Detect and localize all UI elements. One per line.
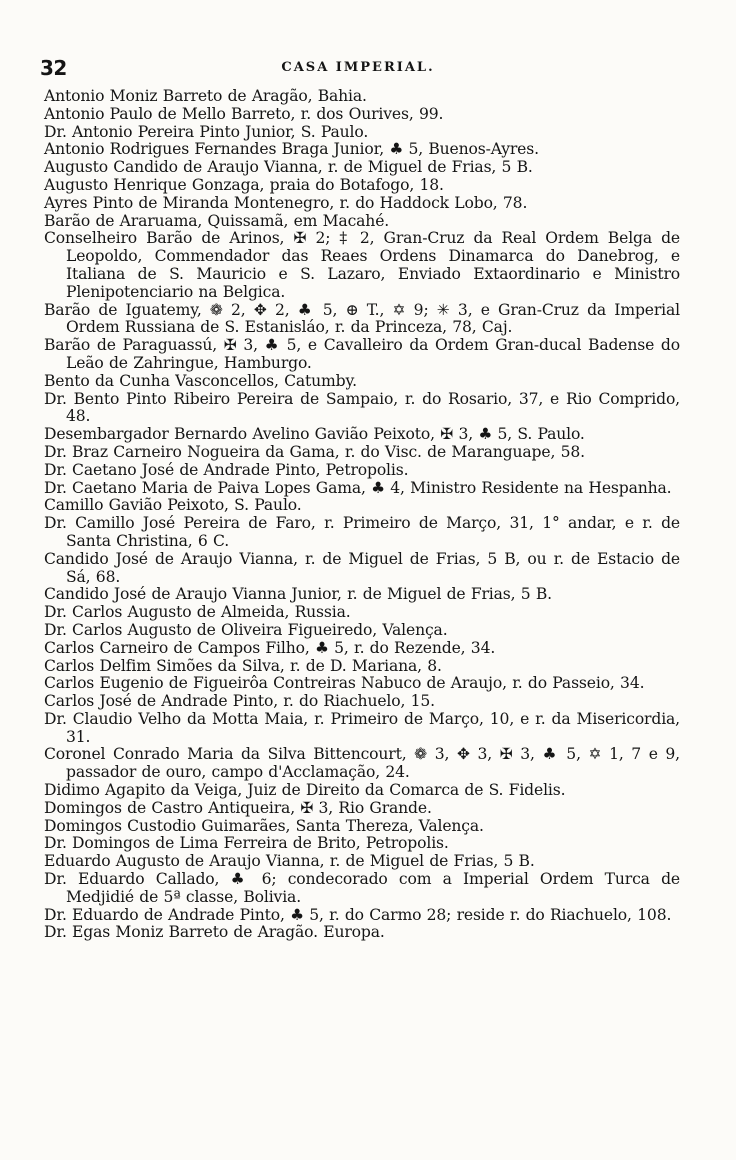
directory-entries bbox=[44, 88, 680, 942]
entry: Didimo Agapito da Veiga, Juiz de Direito da Comarca de S. Fidelis. bbox=[44, 781, 566, 800]
entry: Antonio Rodrigues Fernandes Braga Junior, ♣ 5, Buenos-Ayres. bbox=[44, 140, 539, 159]
page-number: 32 bbox=[40, 56, 67, 80]
entry: Dr. Caetano José de Andrade Pinto, Petropolis. bbox=[44, 460, 409, 479]
entry: Coronel Conrado Maria da Silva Bittencourt, ❁ 3, ✥ 3, ✠ 3, ♣ 5, ✡ 1, 7 e 9, passador de ouro, campo d'Acclamação, 24. bbox=[44, 745, 680, 782]
entry: Dr. Claudio Velho da Motta Maia, r. Primeiro de Março, 10, e r. da Misericordia, 31. bbox=[44, 709, 680, 746]
entry: Carlos José de Andrade Pinto, r. do Riachuelo, 15. bbox=[44, 692, 435, 711]
entry: Ayres Pinto de Miranda Montenegro, r. do Haddock Lobo, 78. bbox=[44, 193, 528, 212]
entry: Antonio Moniz Barreto de Aragão, Bahia. bbox=[44, 87, 367, 105]
entry: Carlos Carneiro de Campos Filho, ♣ 5, r. do Rezende, 34. bbox=[44, 638, 496, 657]
entry: Dr. Carlos Augusto de Oliveira Figueiredo, Valença. bbox=[44, 620, 448, 639]
entry: Barão de Paraguassú, ✠ 3, ♣ 5, e Cavalleiro da Ordem Gran-ducal Badense do Leão de Zahringue, Hamburgo. bbox=[44, 336, 680, 372]
entry: Dr. Eduardo de Andrade Pinto, ♣ 5, r. do Carmo 28; reside r. do Riachuelo, 108. bbox=[44, 905, 672, 924]
entry: Candido José de Araujo Vianna, r. de Miguel de Frias, 5 B, ou r. de Estacio de Sá, 68. bbox=[44, 549, 680, 586]
entry: Barão de Araruama, Quissamã, em Macahé. bbox=[44, 211, 390, 230]
entry: Augusto Candido de Araujo Vianna, r. de Miguel de Frias, 5 B. bbox=[44, 158, 533, 177]
entry: Camillo Gavião Peixoto, S. Paulo. bbox=[44, 496, 302, 515]
entry: Domingos Custodio Guimarães, Santa Thereza, Valença. bbox=[44, 816, 484, 835]
entry: Dr. Bento Pinto Ribeiro Pereira de Sampaio, r. do Rosario, 37, e Rio Comprido, 48. bbox=[44, 389, 680, 426]
entry: Dr. Egas Moniz Barreto de Aragão. Europa. bbox=[44, 923, 385, 942]
entry: Dr. Carlos Augusto de Almeida, Russia. bbox=[44, 603, 351, 622]
entry: Dr. Eduardo Callado, ♣ 6; condecorado com a Imperial Ordem Turca de Medjidié de 5ª classe, Bolivia. bbox=[44, 870, 680, 906]
entry: Barão de Iguatemy, ❁ 2, ✥ 2, ♣ 5, ⊕ T., ✡ 9; ✳ 3, e Gran-Cruz da Imperial Ordem Russiana de S. Estanisláo, r. da Princeza, 78, Caj. bbox=[44, 300, 680, 337]
entry: Dr. Braz Carneiro Nogueira da Gama, r. do Visc. de Maranguape, 58. bbox=[44, 442, 585, 461]
page-header bbox=[40, 56, 676, 82]
entry: Antonio Paulo de Mello Barreto, r. dos Ourives, 99. bbox=[44, 104, 444, 123]
entry: Dr. Camillo José Pereira de Faro, r. Primeiro de Março, 31, 1° andar, e r. de Santa Christina, 6 C. bbox=[44, 514, 680, 550]
entry: Conselheiro Barão de Arinos, ✠ 2; ‡ 2, Gran-Cruz da Real Ordem Belga de Leopoldo, Commendador das Reaes Ordens Dinamarca do Danebrog, e Italiana de S. Mauricio e S. Lazaro, Enviado Extaordinario e Ministro Plenipotenciario na Belgica. bbox=[44, 229, 680, 301]
entry: Dr. Caetano Maria de Paiva Lopes Gama, ♣ 4, Ministro Residente na Hespanha. bbox=[44, 478, 672, 497]
entry: Carlos Eugenio de Figueirôa Contreiras Nabuco de Araujo, r. do Passeio, 34. bbox=[44, 674, 645, 693]
entry: Carlos Delfim Simões da Silva, r. de D. Mariana, 8. bbox=[44, 656, 442, 675]
entry: Dr. Domingos de Lima Ferreira de Brito, Petropolis. bbox=[44, 834, 449, 853]
entry: Desembargador Bernardo Avelino Gavião Peixoto, ✠ 3, ♣ 5, S. Paulo. bbox=[44, 425, 585, 444]
entry: Candido José de Araujo Vianna Junior, r. de Miguel de Frias, 5 B. bbox=[44, 585, 552, 604]
entry: Bento da Cunha Vasconcellos, Catumby. bbox=[44, 371, 357, 390]
running-title: CASA IMPERIAL. bbox=[281, 60, 435, 75]
entry: Augusto Henrique Gonzaga, praia do Botafogo, 18. bbox=[44, 175, 444, 194]
entry: Dr. Antonio Pereira Pinto Junior, S. Paulo. bbox=[44, 122, 369, 141]
entry: Domingos de Castro Antiqueira, ✠ 3, Rio Grande. bbox=[44, 798, 432, 817]
entry: Eduardo Augusto de Araujo Vianna, r. de Miguel de Frias, 5 B. bbox=[44, 852, 535, 871]
